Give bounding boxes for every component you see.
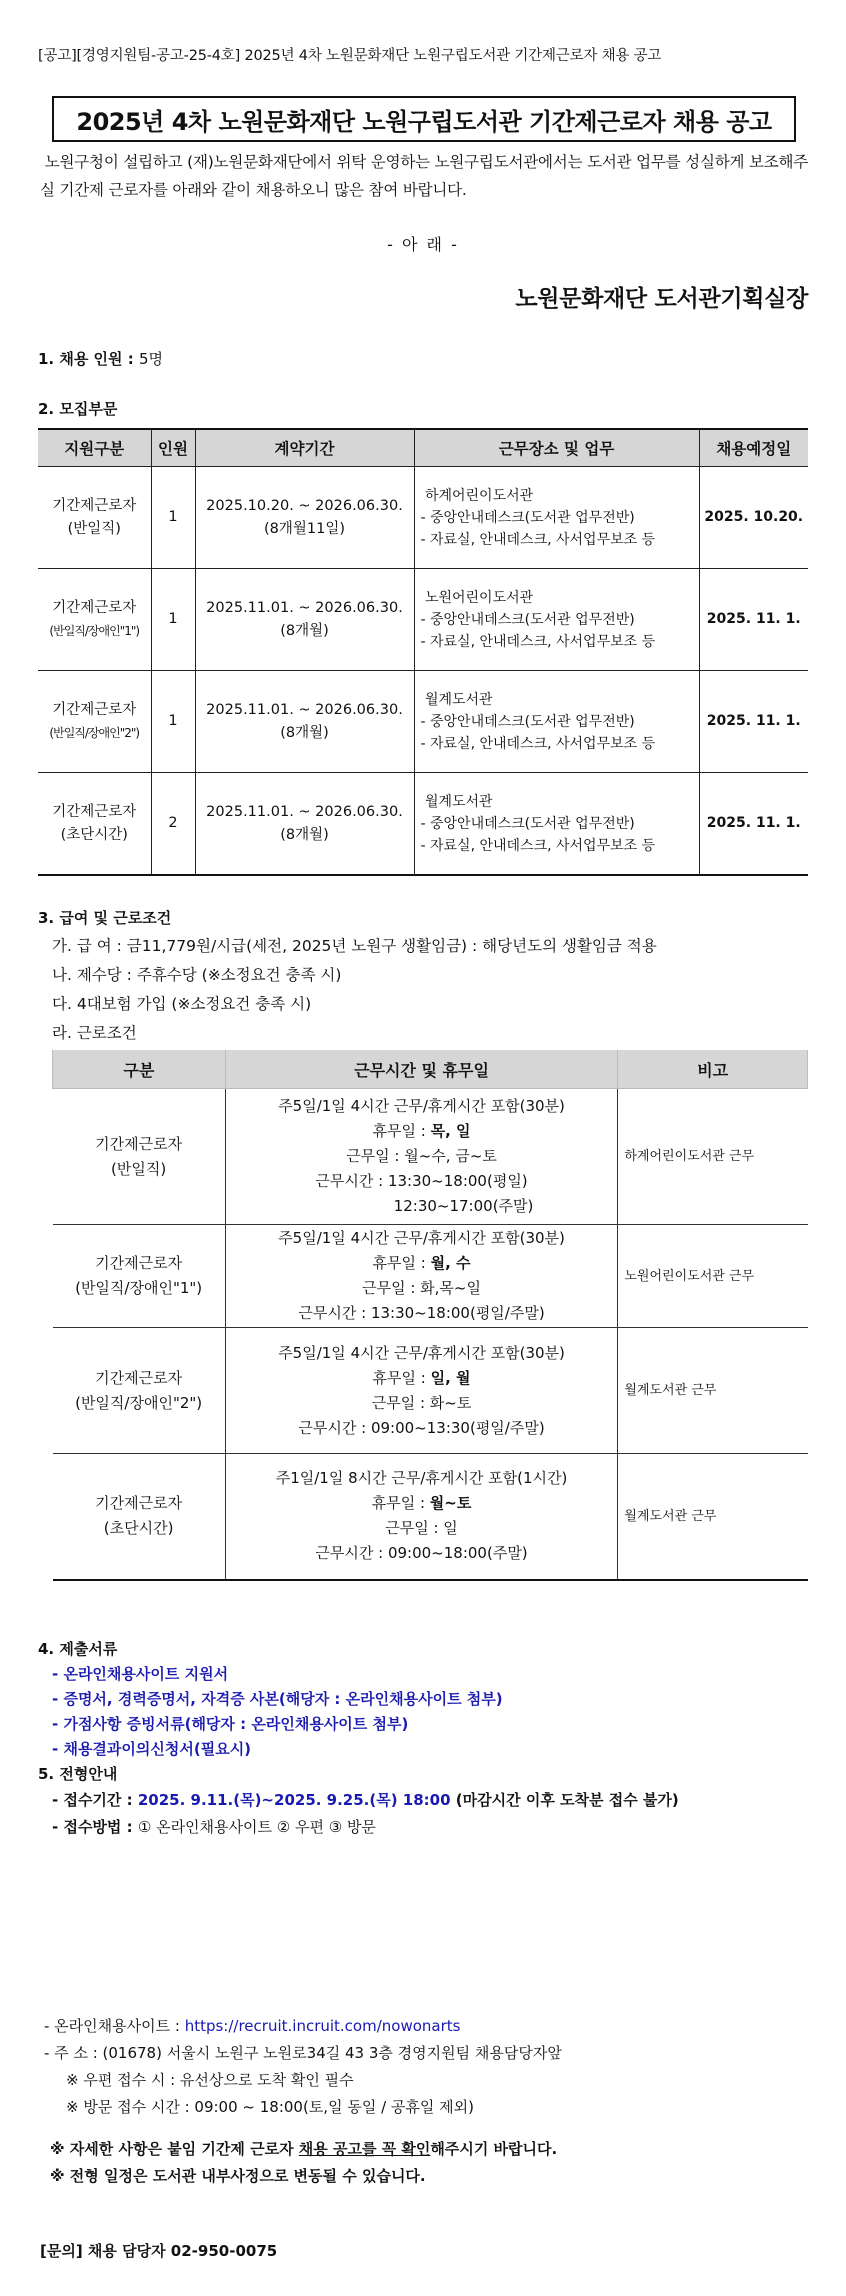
- type-line: 기간제근로자: [95, 1494, 183, 1513]
- column-header: 계약기간: [195, 429, 414, 467]
- type-cell: [38, 467, 151, 569]
- recruit-count-heading: 1. 채용 인원 :: [38, 350, 134, 368]
- hours-line: 주5일/1일 4시간 근무/휴게시간 포함(30분): [278, 1097, 565, 1115]
- period-cell: [195, 467, 414, 569]
- document-item: - 증명서, 경력증명서, 자격증 사본(해당자 : 온라인채용사이트 첨부): [52, 1690, 503, 1708]
- work-cell: [414, 467, 699, 569]
- recruit-site-line: [44, 2015, 460, 2036]
- column-header: 근무시간 및 휴무일: [225, 1050, 618, 1089]
- site-label: - 온라인채용사이트 :: [44, 2017, 185, 2035]
- hours-cell: [225, 1454, 618, 1580]
- period-cell: [195, 773, 414, 876]
- count-cell: 1: [151, 671, 195, 773]
- insurance-item: 다. 4대보험 가입 (※소정요건 충족 시): [52, 995, 312, 1013]
- off-days-value: 목, 일: [430, 1122, 471, 1140]
- column-header: 구분: [53, 1050, 226, 1089]
- page-title: 2025년 4차 노원문화재단 노원구립도서관 기간제근로자 채용 공고: [52, 96, 796, 142]
- type-cell: [53, 1454, 226, 1580]
- table-row: [53, 1089, 808, 1225]
- hours-cell: [225, 1328, 618, 1454]
- conditions-item: 라. 근로조건: [52, 1024, 137, 1042]
- work-days-line: 근무일 : 일: [385, 1519, 458, 1538]
- type-line: 기간제근로자: [52, 497, 137, 514]
- intro-paragraph: [40, 148, 810, 204]
- visit-note: ※ 방문 접수 시간 : 09:00 ~ 18:00(토,일 동일 / 공휴일 제외): [66, 2098, 474, 2116]
- notice-line: [50, 2138, 557, 2159]
- hours-line: 주1일/1일 8시간 근무/휴게시간 포함(1시간): [275, 1469, 568, 1488]
- period-cell: [195, 671, 414, 773]
- work-place: 월계도서관: [424, 793, 493, 810]
- section-pay-heading: 3. 급여 및 근로조건: [38, 909, 172, 927]
- work-task: - 중앙안내데스크(도서관 업무전반): [420, 713, 635, 730]
- hours-cell: [225, 1089, 618, 1225]
- notice-number-line: [공고][경영지원팀-공고-25-4호] 2025년 4차 노원문화재단 노원구립도서관 기간제근로자 채용 공고: [38, 48, 662, 64]
- period-line: 2025.10.20. ~ 2026.06.30.: [206, 497, 403, 514]
- notice-emphasis: 채용 공고를 꼭 확인: [298, 2140, 431, 2158]
- work-time-line: 12:30~17:00(주말): [393, 1197, 534, 1215]
- hours-line: 주5일/1일 4시간 근무/휴게시간 포함(30분): [278, 1229, 565, 1247]
- note-cell: 월계도서관 근무: [618, 1328, 808, 1454]
- work-time-line: 근무시간 : 09:00~13:30(평일/주말): [298, 1418, 545, 1437]
- column-header: 근무장소 및 업무: [414, 429, 699, 467]
- section-recruit-count: [38, 348, 163, 369]
- hire-date-cell: 2025. 11. 1.: [699, 671, 808, 773]
- table-row: [38, 467, 808, 569]
- section-recruit-fields-heading: 2. 모집부문: [38, 400, 118, 418]
- period-line: 2025.11.01. ~ 2026.06.30.: [206, 599, 403, 616]
- work-task: - 자료실, 안내데스크, 사서업무보조 등: [420, 531, 656, 548]
- document-item: - 가점사항 증빙서류(해당자 : 온라인채용사이트 첨부): [52, 1715, 409, 1733]
- work-task: - 중앙안내데스크(도서관 업무전반): [420, 815, 635, 832]
- section-screening-heading: 5. 전형안내: [38, 1765, 118, 1783]
- period-cell: [195, 569, 414, 671]
- application-period: [52, 1789, 679, 1810]
- work-time-line: 근무시간 : 09:00~18:00(주말): [315, 1544, 528, 1563]
- hire-date-cell: 2025. 11. 1.: [699, 569, 808, 671]
- table-row: [38, 773, 808, 876]
- table-row: [53, 1328, 808, 1454]
- work-cell: [414, 773, 699, 876]
- notice-text: 해주시기 바랍니다.: [430, 2140, 558, 2158]
- period-note: (마감시간 이후 도착분 접수 불가): [450, 1791, 679, 1809]
- hours-cell: [225, 1225, 618, 1328]
- section-documents-heading: 4. 제출서류: [38, 1640, 118, 1658]
- count-cell: 1: [151, 569, 195, 671]
- hire-date-cell: 2025. 10.20.: [699, 467, 808, 569]
- document-item: - 온라인채용사이트 지원서: [52, 1665, 229, 1683]
- type-line: (반일직): [67, 520, 121, 537]
- off-days-label: 휴무일 :: [372, 1368, 431, 1387]
- type-line: 기간제근로자: [52, 803, 137, 820]
- recruit-site-link[interactable]: https://recruit.incruit.com/nowonarts: [184, 2017, 461, 2035]
- work-days-line: 근무일 : 화~토: [371, 1393, 472, 1412]
- period-value: 2025. 9.11.(목)~2025. 9.25.(목) 18:00: [137, 1791, 451, 1809]
- type-line: (초단시간): [103, 1519, 174, 1538]
- note-cell: 노원어린이도서관 근무: [618, 1225, 808, 1328]
- type-line: (반일직): [111, 1159, 167, 1178]
- work-time-line: 근무시간 : 13:30~18:00(평일): [315, 1172, 528, 1190]
- table-row: [38, 671, 808, 773]
- hours-line: 주5일/1일 4시간 근무/휴게시간 포함(30분): [278, 1343, 565, 1362]
- work-days-line: 근무일 : 화,목~일: [362, 1279, 481, 1297]
- work-task: - 자료실, 안내데스크, 사서업무보조 등: [420, 735, 656, 752]
- column-header: 인원: [151, 429, 195, 467]
- table-header-row: [38, 429, 808, 467]
- type-line: (반일직/장애인"1"): [49, 623, 140, 638]
- off-days-label: 휴무일 :: [371, 1494, 430, 1513]
- work-time-line: 근무시간 : 13:30~18:00(평일/주말): [298, 1304, 545, 1322]
- note-cell: 하계어린이도서관 근무: [618, 1089, 808, 1225]
- type-line: (초단시간): [60, 826, 128, 843]
- count-cell: 2: [151, 773, 195, 876]
- table-row: [38, 569, 808, 671]
- work-task: - 중앙안내데스크(도서관 업무전반): [420, 509, 635, 526]
- work-place: 하계어린이도서관: [424, 487, 534, 504]
- document-item: - 채용결과이의신청서(필요시): [52, 1740, 252, 1758]
- work-cell: [414, 569, 699, 671]
- period-line: 2025.11.01. ~ 2026.06.30.: [206, 701, 403, 718]
- notice-line: ※ 전형 일정은 도서관 내부사정으로 변동될 수 있습니다.: [50, 2167, 426, 2185]
- section-divider-label: - 아 래 -: [387, 235, 459, 254]
- notice-text: ※ 자세한 사항은 붙임 기간제 근로자: [50, 2140, 299, 2158]
- intro-text: 노원구청이 설립하고 (재)노원문화재단에서 위탁 운영하는 노원구립도서관에서는 도서관 업무를 성실하게 보조해주실 기간제 근로자를 아래와 같이 채용하오니 많은 참여 바랍니다.: [40, 153, 809, 199]
- type-cell: [53, 1225, 226, 1328]
- period-line: 2025.11.01. ~ 2026.06.30.: [206, 803, 403, 820]
- off-days-value: 월, 수: [430, 1254, 471, 1272]
- type-cell: [53, 1328, 226, 1454]
- method-label: - 접수방법 :: [52, 1818, 138, 1836]
- work-task: - 중앙안내데스크(도서관 업무전반): [420, 611, 635, 628]
- off-days-label: 휴무일 :: [372, 1122, 431, 1140]
- work-place: 월계도서관: [424, 691, 493, 708]
- off-days-value: 일, 월: [430, 1368, 471, 1387]
- method-value: ① 온라인채용사이트 ② 우편 ③ 방문: [137, 1818, 376, 1836]
- work-task: - 자료실, 안내데스크, 사서업무보조 등: [420, 633, 656, 650]
- work-days-line: 근무일 : 월~수, 금~토: [346, 1147, 497, 1165]
- period-line: (8개월): [280, 724, 329, 741]
- type-line: 기간제근로자: [95, 1254, 183, 1272]
- type-line: (반일직/장애인"1"): [75, 1279, 203, 1297]
- table-row: [53, 1454, 808, 1580]
- type-line: (반일직/장애인"2"): [49, 725, 140, 740]
- work-conditions-table: [52, 1050, 808, 1581]
- signature: 노원문화재단 도서관기획실장: [515, 286, 808, 312]
- type-line: 기간제근로자: [52, 599, 137, 616]
- column-header: 비고: [618, 1050, 808, 1089]
- type-line: (반일직/장애인"2"): [75, 1393, 203, 1412]
- period-line: (8개월): [280, 622, 329, 639]
- pay-item: 가. 급 여 : 금11,779원/시급(세전, 2025년 노원구 생활임금) : 해당년도의 생활임금 적용: [52, 937, 657, 955]
- period-line: (8개월11일): [263, 520, 345, 537]
- application-method: [52, 1816, 376, 1837]
- mail-note: ※ 우편 접수 시 : 유선상으로 도착 확인 필수: [66, 2071, 354, 2089]
- type-line: 기간제근로자: [52, 701, 137, 718]
- type-line: 기간제근로자: [95, 1368, 183, 1387]
- type-cell: [38, 569, 151, 671]
- allowance-item: 나. 제수당 : 주휴수당 (※소정요건 충족 시): [52, 966, 342, 984]
- off-days-label: 휴무일 :: [372, 1254, 431, 1272]
- column-header: 지원구분: [38, 429, 151, 467]
- work-cell: [414, 671, 699, 773]
- recruit-count-value: 5명: [139, 350, 164, 368]
- table-row: [53, 1225, 808, 1328]
- period-line: (8개월): [280, 826, 329, 843]
- period-label: - 접수기간 :: [52, 1791, 138, 1809]
- type-cell: [53, 1089, 226, 1225]
- type-cell: [38, 671, 151, 773]
- type-cell: [38, 773, 151, 876]
- work-task: - 자료실, 안내데스크, 사서업무보조 등: [420, 837, 656, 854]
- note-cell: 월계도서관 근무: [618, 1454, 808, 1580]
- recruit-fields-table: [38, 428, 808, 876]
- off-days-value: 월~토: [429, 1494, 472, 1513]
- work-place: 노원어린이도서관: [424, 589, 534, 606]
- column-header: 채용예정일: [699, 429, 808, 467]
- table-header-row: [53, 1050, 808, 1089]
- type-line: 기간제근로자: [95, 1134, 183, 1153]
- address-line: - 주 소 : (01678) 서울시 노원구 노원로34길 43 3층 경영지원팀 채용담당자앞: [44, 2044, 562, 2062]
- hire-date-cell: 2025. 11. 1.: [699, 773, 808, 876]
- contact-line: [문의] 채용 담당자 02-950-0075: [40, 2242, 278, 2260]
- count-cell: 1: [151, 467, 195, 569]
